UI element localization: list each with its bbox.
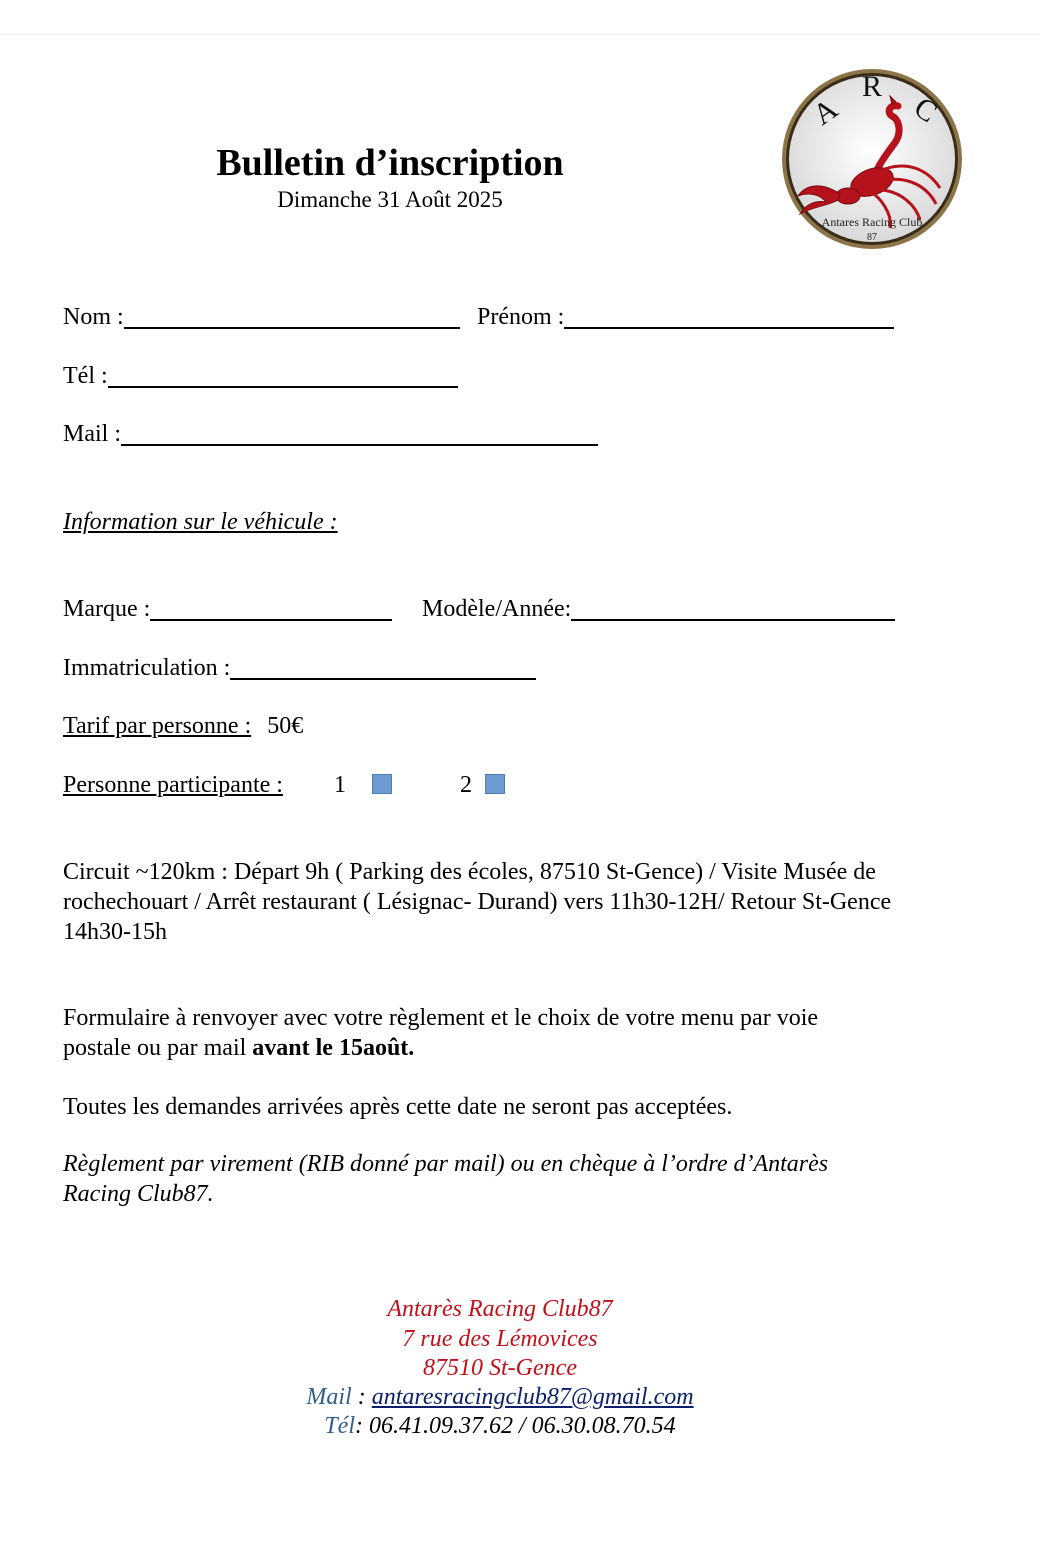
tarif-row (63, 711, 303, 741)
footer-tel-line (0, 1412, 1000, 1441)
footer-mail-line (0, 1383, 1000, 1412)
modele-label: Modèle/Année: (422, 596, 572, 622)
modele-blank[interactable] (571, 597, 895, 621)
deadline-text: avant le 15août. (252, 1035, 415, 1061)
mail-field[interactable] (63, 419, 598, 449)
circuit-description: Circuit ~120km : Départ 9h ( Parking des écoles, 87510 St-Gence) / Visite Musée de rochechouart / Arrêt restaurant ( Lésignac- Durand) vers 11h30-12H/ Retour St-Gence 14h30-15h (63, 859, 892, 945)
footer-tel-value: : 06.41.09.37.62 / 06.30.08.70.54 (355, 1413, 676, 1439)
marque-field[interactable] (63, 594, 392, 624)
tarif-label: Tarif par personne : (63, 713, 252, 739)
tel-label: Tél : (63, 363, 108, 389)
footer-mail-separator: : (351, 1384, 372, 1410)
immatriculation-label: Immatriculation : (63, 655, 231, 681)
modele-field[interactable] (422, 594, 895, 624)
footer-email-link[interactable]: antaresracingclub87@gmail.com (371, 1384, 694, 1410)
event-date: Dimanche 31 Août 2025 (277, 187, 503, 212)
participant-option-2-label: 2 (460, 772, 472, 798)
nom-blank[interactable] (124, 305, 460, 329)
prenom-field[interactable] (477, 302, 894, 332)
formulaire-instructions (63, 1003, 883, 1063)
mail-blank[interactable] (121, 422, 598, 446)
prenom-label: Prénom : (477, 304, 565, 330)
page-top-border (0, 34, 1040, 35)
vehicle-section-heading: Information sur le véhicule : (63, 509, 338, 535)
payment-instructions: Règlement par virement (RIB donné par mail) ou en chèque à l’ordre d’Antarès Racing Club87. (63, 1151, 829, 1207)
logo-letter-c: C (907, 90, 944, 130)
prenom-blank[interactable] (564, 305, 894, 329)
footer-city: 87510 St-Gence (423, 1355, 577, 1381)
logo-club-name: Antares Racing Club (821, 215, 923, 229)
tel-blank[interactable] (108, 364, 458, 388)
logo-club-number: 87 (867, 232, 877, 243)
footer-mail-label: Mail (306, 1384, 352, 1410)
participant-option-2-checkbox[interactable] (485, 774, 505, 794)
footer-club-name: Antarès Racing Club87 (387, 1296, 613, 1322)
marque-blank[interactable] (150, 597, 392, 621)
participant-option-1-label: 1 (334, 772, 346, 798)
nom-field[interactable] (63, 302, 460, 332)
logo-letter-r: R (862, 70, 883, 103)
immatriculation-field[interactable] (63, 653, 536, 683)
club-logo (778, 64, 966, 254)
participant-option-1-checkbox[interactable] (372, 774, 392, 794)
footer-tel-label: Tél (324, 1413, 355, 1439)
footer-street: 7 rue des Lémovices (402, 1326, 598, 1352)
formulaire-text: Formulaire à renvoyer avec votre règlement et le choix de votre menu par voie postale ou par mail (63, 1005, 819, 1061)
mail-label: Mail : (63, 421, 121, 447)
late-requests-notice: Toutes les demandes arrivées après cette date ne seront pas acceptées. (63, 1094, 733, 1120)
participants-label: Personne participante : (63, 772, 283, 798)
nom-label: Nom : (63, 304, 124, 330)
tarif-value: 50€ (267, 713, 304, 739)
immatriculation-blank[interactable] (230, 656, 536, 680)
logo-letter-a: A (807, 92, 844, 132)
tel-field[interactable] (63, 361, 458, 391)
marque-label: Marque : (63, 596, 151, 622)
page-title: Bulletin d’inscription (216, 142, 564, 184)
